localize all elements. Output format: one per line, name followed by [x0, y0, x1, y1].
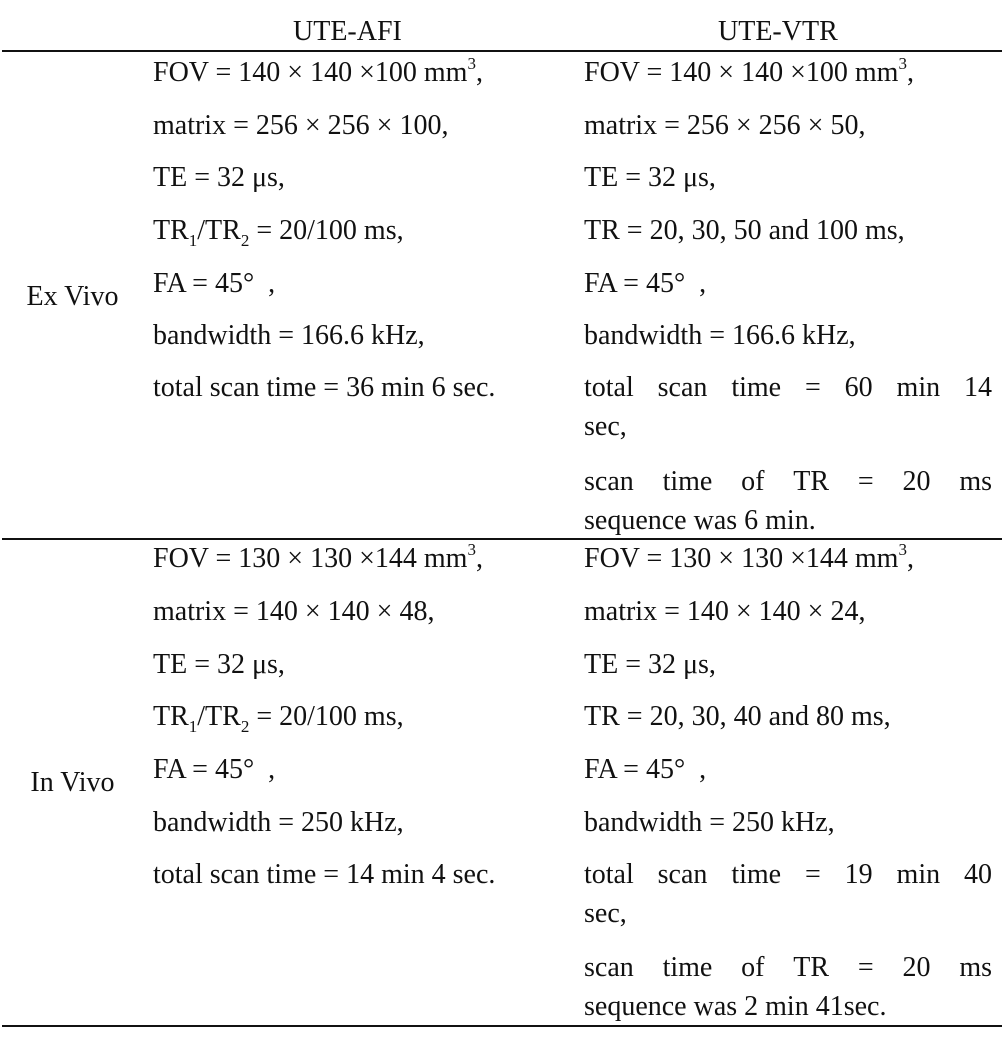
afi-tr-b: /TR	[197, 215, 241, 246]
afi-tr-sub1: 1	[188, 717, 198, 736]
word: =	[857, 466, 874, 497]
afi-fov-post: ,	[475, 543, 483, 574]
row-label-ex-vivo: Ex Vivo	[26, 281, 119, 312]
word: 60	[844, 372, 873, 403]
word: total	[584, 859, 634, 890]
afi-matrix: matrix = 256 × 256 × 100,	[153, 110, 449, 141]
afi-tr-c: = 20/100 ms,	[249, 215, 404, 246]
afi-total-time: total scan time = 36 min 6 sec.	[153, 372, 496, 403]
header-ute-afi: UTE-AFI	[293, 16, 402, 47]
vtr-tr: TR = 20, 30, 40 and 80 ms,	[584, 701, 891, 732]
word: time	[731, 372, 782, 403]
afi-fa: FA = 45° ,	[153, 754, 276, 785]
word: time	[731, 859, 782, 890]
vtr-te: TE = 32 μs,	[584, 162, 716, 193]
afi-fa: FA = 45° ,	[153, 268, 276, 299]
afi-tr-sub2: 2	[240, 231, 250, 250]
afi-fov-post: ,	[475, 57, 483, 88]
vtr-fov-text: FOV = 130 × 130 ×144 mm	[584, 543, 899, 574]
word: total	[584, 372, 634, 403]
afi-fov-text: FOV = 130 × 130 ×144 mm	[153, 543, 468, 574]
word: min	[896, 372, 941, 403]
word: TR	[793, 466, 830, 497]
word: time	[662, 466, 713, 497]
afi-tr-a: TR	[153, 701, 189, 732]
vtr-fov-post: ,	[906, 57, 914, 88]
vtr-seq-time	[584, 950, 992, 986]
vtr-matrix: matrix = 140 × 140 × 24,	[584, 596, 866, 627]
vtr-fa: FA = 45° ,	[584, 268, 707, 299]
word: scan	[584, 952, 634, 983]
afi-te: TE = 32 μs,	[153, 649, 285, 680]
vtr-seq-time	[584, 464, 992, 500]
vtr-fov-sup: 3	[898, 54, 907, 73]
afi-fov	[153, 55, 483, 91]
word: =	[804, 372, 821, 403]
word: 20	[902, 466, 931, 497]
afi-fov-sup: 3	[467, 540, 476, 559]
word: scan	[657, 372, 708, 403]
word: 19	[844, 859, 873, 890]
word: min	[896, 859, 941, 890]
word: ms	[959, 952, 992, 983]
afi-fov	[153, 541, 483, 577]
afi-tr-sub1: 1	[188, 231, 198, 250]
word: 20	[902, 952, 931, 983]
vtr-tr: TR = 20, 30, 50 and 100 ms,	[584, 215, 905, 246]
vtr-fov	[584, 55, 914, 91]
word: 14	[964, 372, 992, 403]
vtr-seq-time-tail: sequence was 2 min 41sec.	[584, 991, 887, 1022]
vtr-seq-time-tail: sequence was 6 min.	[584, 505, 816, 536]
afi-bandwidth: bandwidth = 250 kHz,	[153, 807, 404, 838]
vtr-matrix: matrix = 256 × 256 × 50,	[584, 110, 866, 141]
word: of	[741, 466, 765, 497]
afi-tr	[153, 213, 404, 249]
word: of	[741, 952, 765, 983]
afi-bandwidth: bandwidth = 166.6 kHz,	[153, 320, 425, 351]
row-label-in-vivo: In Vivo	[30, 767, 115, 798]
word: TR	[793, 952, 830, 983]
vtr-fov	[584, 541, 914, 577]
afi-fov-text: FOV = 140 × 140 ×100 mm	[153, 57, 468, 88]
vtr-te: TE = 32 μs,	[584, 649, 716, 680]
word: time	[662, 952, 713, 983]
word: 40	[964, 859, 992, 890]
afi-tr-b: /TR	[197, 701, 241, 732]
vtr-total-time-tail: sec,	[584, 898, 627, 929]
word: =	[857, 952, 874, 983]
vtr-total-time	[584, 370, 992, 406]
vtr-fov-post: ,	[906, 543, 914, 574]
afi-te: TE = 32 μs,	[153, 162, 285, 193]
afi-matrix: matrix = 140 × 140 × 48,	[153, 596, 435, 627]
vtr-total-time	[584, 857, 992, 893]
vtr-bandwidth: bandwidth = 166.6 kHz,	[584, 320, 856, 351]
header-ute-vtr: UTE-VTR	[718, 16, 838, 47]
vtr-fov-sup: 3	[898, 540, 907, 559]
table-bottom-rule	[2, 1025, 1002, 1027]
afi-tr-sub2: 2	[240, 717, 250, 736]
vtr-fa: FA = 45° ,	[584, 754, 707, 785]
vtr-fov-text: FOV = 140 × 140 ×100 mm	[584, 57, 899, 88]
table-mid-rule	[2, 538, 1002, 540]
afi-fov-sup: 3	[467, 54, 476, 73]
vtr-bandwidth: bandwidth = 250 kHz,	[584, 807, 835, 838]
afi-tr-c: = 20/100 ms,	[249, 701, 404, 732]
afi-tr	[153, 699, 404, 735]
word: ms	[959, 466, 992, 497]
word: scan	[657, 859, 708, 890]
word: scan	[584, 466, 634, 497]
vtr-total-time-tail: sec,	[584, 411, 627, 442]
afi-total-time: total scan time = 14 min 4 sec.	[153, 859, 496, 890]
afi-tr-a: TR	[153, 215, 189, 246]
word: =	[804, 859, 821, 890]
table-top-rule	[2, 50, 1002, 52]
